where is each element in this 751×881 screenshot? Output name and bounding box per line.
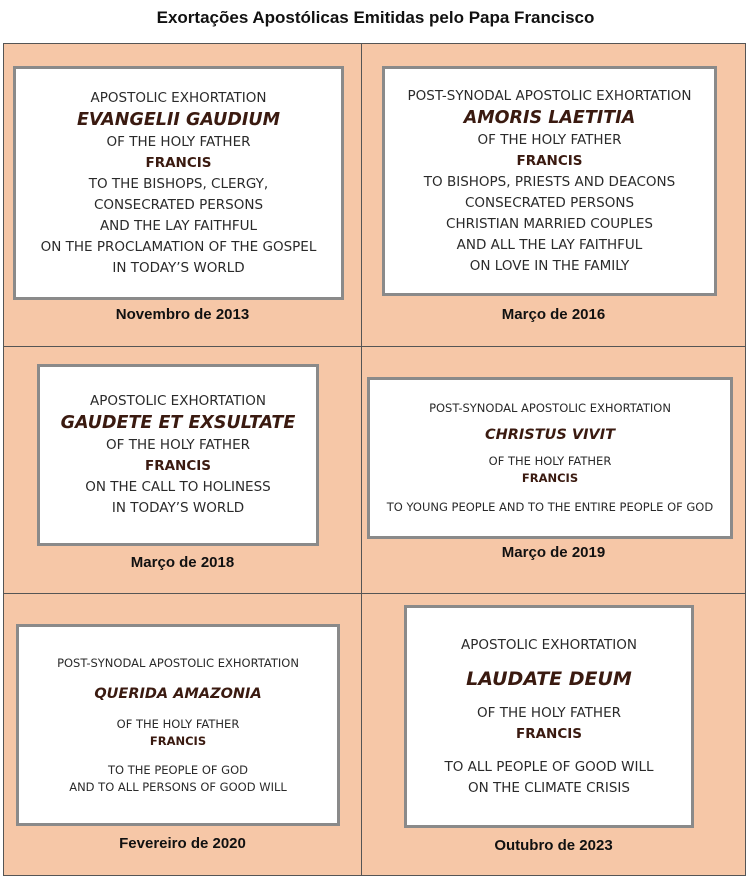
exhortation-card-christus-vivit [367,377,733,539]
grid-divider-vertical [361,44,362,875]
card-recipient-line: TO ALL PEOPLE OF GOOD WILL [444,758,654,775]
exhortations-grid [3,43,746,876]
card-recipient-line: IN TODAY’S WORLD [111,500,245,516]
exhortation-card-laudate-deum [404,605,694,828]
card-header: POST-SYNODAL APOSTOLIC EXHORTATION [407,87,692,104]
card-recipient-line: IN TODAY’S WORLD [112,259,245,276]
card-date: Março de 2016 [501,306,606,323]
card-recipient-line: AND ALL THE LAY FAITHFUL [456,236,643,253]
page-title: Exortações Apostólicas Emitidas pelo Papa Francisco [156,8,595,27]
card-recipient-line: TO BISHOPS, PRIESTS AND DEACONS [423,173,676,190]
card-date: Março de 2019 [501,544,606,561]
card-of-holy-father: OF THE HOLY FATHER [477,704,621,721]
card-pope-name: FRANCIS [515,725,583,742]
exhortation-card-evangelii-gaudium [13,66,344,300]
card-header: APOSTOLIC EXHORTATION [90,89,267,106]
card-date: Novembro de 2013 [115,306,250,323]
card-recipient-line: ON THE CALL TO HOLINESS [85,479,271,495]
card-of-holy-father: OF THE HOLY FATHER [488,454,612,468]
card-recipient-line: CONSECRATED PERSONS [464,194,635,211]
exhortation-card-amoris-laetitia [382,66,717,296]
card-recipient-line: ON THE PROCLAMATION OF THE GOSPEL [40,238,317,255]
card-recipient-line: CHRISTIAN MARRIED COUPLES [446,215,653,232]
card-date: Outubro de 2023 [494,837,613,854]
card-of-holy-father: OF THE HOLY FATHER [106,133,251,150]
card-document-title: QUERIDA AMAZONIA [94,685,262,702]
card-pope-name: FRANCIS [516,152,583,169]
card-of-holy-father: OF THE HOLY FATHER [116,716,240,731]
card-recipient-line: TO YOUNG PEOPLE AND TO THE ENTIRE PEOPLE OF GOD [386,500,714,514]
card-of-holy-father: OF THE HOLY FATHER [106,437,250,453]
card-document-title: AMORIS LAETITIA [463,107,636,128]
exhortation-card-gaudete-et-exsultate [37,364,319,546]
card-pope-name: FRANCIS [144,458,212,474]
card-recipient-line: AND TO ALL PERSONS OF GOOD WILL [69,779,287,794]
exhortation-card-querida-amazonia [16,624,340,826]
card-pope-name: FRANCIS [521,471,579,485]
card-document-title: EVANGELII GAUDIUM [76,109,281,130]
card-recipient-line: AND THE LAY FAITHFUL [99,217,258,234]
card-header: APOSTOLIC EXHORTATION [461,636,637,653]
card-pope-name: FRANCIS [149,733,207,748]
card-date: Março de 2018 [130,554,235,571]
card-recipient-line: CONSECRATED PERSONS [93,196,264,213]
card-header: APOSTOLIC EXHORTATION [90,393,266,409]
grid-divider-row-2 [4,593,745,594]
card-header: POST-SYNODAL APOSTOLIC EXHORTATION [57,655,299,670]
card-recipient-line: TO THE PEOPLE OF GOD [108,762,248,777]
card-date: Fevereiro de 2020 [119,835,246,852]
card-recipient-line: ON THE CLIMATE CRISIS [468,779,630,796]
card-document-title: LAUDATE DEUM [466,667,632,690]
card-recipient-line: ON LOVE IN THE FAMILY [469,257,630,274]
card-of-holy-father: OF THE HOLY FATHER [477,131,622,148]
card-recipient-line: TO THE BISHOPS, CLERGY, [88,175,269,192]
card-header: POST-SYNODAL APOSTOLIC EXHORTATION [429,401,671,415]
card-pope-name: FRANCIS [145,154,212,171]
card-document-title: GAUDETE ET EXSULTATE [60,413,296,433]
grid-divider-row-1 [4,346,745,347]
card-document-title: CHRISTUS VIVIT [484,427,616,443]
